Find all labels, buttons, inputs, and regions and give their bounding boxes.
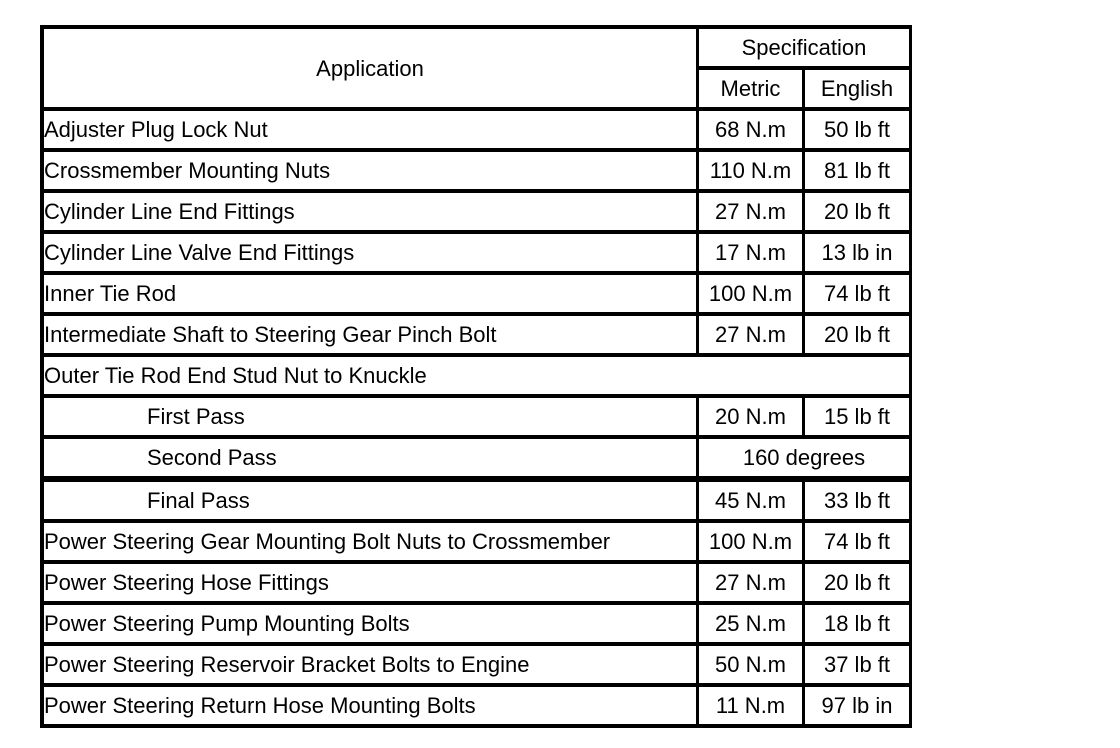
- english-cell: 33 lb ft: [805, 480, 912, 523]
- header-row: [44, 29, 912, 70]
- application-cell: Outer Tie Rod End Stud Nut to Knuckle: [44, 357, 912, 398]
- english-cell: 74 lb ft: [805, 275, 912, 316]
- metric-cell: 110 N.m: [699, 152, 805, 193]
- table-row: [44, 439, 912, 480]
- application-cell: Inner Tie Rod: [44, 275, 699, 316]
- metric-cell: 100 N.m: [699, 275, 805, 316]
- metric-cell: 27 N.m: [699, 564, 805, 605]
- application-cell: Cylinder Line Valve End Fittings: [44, 234, 699, 275]
- english-cell: 15 lb ft: [805, 398, 912, 439]
- english-cell: 18 lb ft: [805, 605, 912, 646]
- combined-spec-cell: 160 degrees: [699, 439, 912, 480]
- english-cell: 20 lb ft: [805, 316, 912, 357]
- table-row: [44, 275, 912, 316]
- table-row: [44, 316, 912, 357]
- table-row: [44, 152, 912, 193]
- metric-cell: 100 N.m: [699, 523, 805, 564]
- torque-spec-table: [40, 25, 912, 728]
- table-row: [44, 193, 912, 234]
- application-header: Application: [44, 29, 699, 111]
- application-cell: Adjuster Plug Lock Nut: [44, 111, 699, 152]
- english-cell: 20 lb ft: [805, 193, 912, 234]
- table-row: [44, 646, 912, 687]
- table-row: [44, 398, 912, 439]
- table-row-group-heading: [44, 357, 912, 398]
- specification-header: Specification: [699, 29, 912, 70]
- metric-cell: 45 N.m: [699, 480, 805, 523]
- english-cell: 13 lb in: [805, 234, 912, 275]
- table-row: [44, 523, 912, 564]
- table-row: [44, 480, 912, 523]
- application-cell: Power Steering Pump Mounting Bolts: [44, 605, 699, 646]
- application-cell: Power Steering Gear Mounting Bolt Nuts to Crossmember: [44, 523, 699, 564]
- metric-header: Metric: [699, 70, 805, 111]
- application-cell: Crossmember Mounting Nuts: [44, 152, 699, 193]
- english-cell: 37 lb ft: [805, 646, 912, 687]
- english-cell: 50 lb ft: [805, 111, 912, 152]
- metric-cell: 17 N.m: [699, 234, 805, 275]
- application-cell: First Pass: [44, 398, 699, 439]
- application-cell: Final Pass: [44, 480, 699, 523]
- table-row: [44, 687, 912, 728]
- application-cell: Second Pass: [44, 439, 699, 480]
- application-cell: Intermediate Shaft to Steering Gear Pinch Bolt: [44, 316, 699, 357]
- english-cell: 97 lb in: [805, 687, 912, 728]
- application-cell: Cylinder Line End Fittings: [44, 193, 699, 234]
- application-cell: Power Steering Reservoir Bracket Bolts to Engine: [44, 646, 699, 687]
- application-cell: Power Steering Hose Fittings: [44, 564, 699, 605]
- english-cell: 81 lb ft: [805, 152, 912, 193]
- english-cell: 74 lb ft: [805, 523, 912, 564]
- table-row: [44, 234, 912, 275]
- metric-cell: 68 N.m: [699, 111, 805, 152]
- metric-cell: 27 N.m: [699, 316, 805, 357]
- table-row: [44, 111, 912, 152]
- metric-cell: 25 N.m: [699, 605, 805, 646]
- metric-cell: 27 N.m: [699, 193, 805, 234]
- english-header: English: [805, 70, 912, 111]
- table-row: [44, 605, 912, 646]
- metric-cell: 11 N.m: [699, 687, 805, 728]
- metric-cell: 20 N.m: [699, 398, 805, 439]
- application-cell: Power Steering Return Hose Mounting Bolts: [44, 687, 699, 728]
- metric-cell: 50 N.m: [699, 646, 805, 687]
- table-row: [44, 564, 912, 605]
- english-cell: 20 lb ft: [805, 564, 912, 605]
